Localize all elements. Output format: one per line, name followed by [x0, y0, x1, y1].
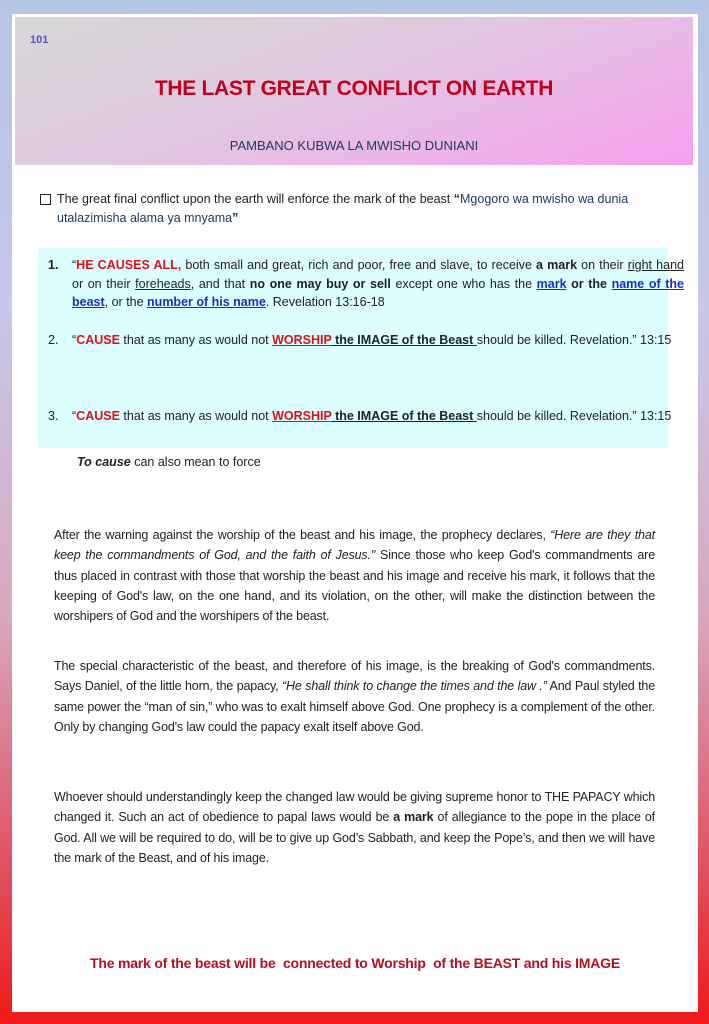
bullet-text: The great final conflict upon the earth will enforce the mark of the beast	[57, 192, 454, 206]
bullet-statement	[40, 190, 657, 228]
quote: “Here are they that keep the commandments of God, and the faith of Jesus."	[54, 528, 655, 563]
text-emph: CAUSE	[76, 409, 120, 423]
text: “	[72, 409, 77, 423]
text-underline: right hand	[627, 258, 684, 272]
item-number: 3.	[48, 409, 59, 423]
text-bold: no one may buy or sell	[249, 276, 391, 291]
page-title: THE LAST GREAT CONFLICT ON EARTH	[154, 77, 554, 100]
text-bold: a mark	[393, 810, 434, 825]
link-number-of-name[interactable]: number of his name	[147, 295, 266, 309]
text: both small and great, rich and poor, free and slave, to receive	[181, 258, 537, 272]
text: . Revelation 13:16-18	[265, 295, 385, 309]
text: And Paul styled the same power the “man of sin,” who was to exalt himself above God. One prophecy is a complement of the other. Only by changing God's law could the papacy exalt itself above God.	[54, 679, 655, 734]
text-underline: foreheads	[135, 276, 191, 291]
footer-statement: The mark of the beast will be connected to Worship of the BEAST and his IMAGE	[89, 955, 620, 971]
quote-open: “	[453, 192, 460, 206]
text: or on their	[72, 276, 136, 291]
text: The special characteristic of the beast, and therefore of his image, is the breaking of God's commandments. Says Daniel, of the little horn, the papacy,	[54, 659, 655, 694]
text: , or the	[104, 295, 148, 309]
swahili-translation: Mgogoro wa mwisho wa dunia utalazimisha alama ya mnyama	[57, 192, 629, 225]
scripture-item-1	[48, 256, 684, 312]
link-mark[interactable]: mark	[536, 276, 567, 291]
scripture-item-3	[48, 407, 684, 426]
text-emph: CAUSE	[76, 333, 120, 347]
quote: “He shall think to change the times and the law .”	[282, 679, 547, 694]
checkbox-bullet-icon	[40, 194, 51, 205]
text: that as many as would not	[119, 409, 273, 423]
paragraph-1	[54, 525, 655, 626]
text: Whoever should understandingly keep the changed law would be giving supreme honor to THE PAPACY which changed it. Such an act of obedience to papal laws would be	[54, 790, 655, 825]
scripture-item-2	[48, 331, 684, 350]
text-bold: the IMAGE of the Beast	[331, 409, 477, 423]
paragraph-3	[54, 787, 655, 868]
text: Since those who keep God's commandments are thus placed in contrast with those that worship the beast and his image and receive his mark, it follows that the keeping of God's law, on the one hand, and its violation, on the other, will make the distinction between the worshipers of God and the worshipers of the beast.	[54, 548, 655, 624]
text-emph: WORSHIP	[272, 409, 332, 423]
text: of allegiance to the pope in the place of God. All we will be required to do, will be to give up God’s Sabbath, and keep the Pope’s, and then we will have the mark of the Beast, and of his image.	[54, 810, 655, 865]
page-subtitle: PAMBANO KUBWA LA MWISHO DUNIANI	[229, 138, 479, 153]
scripture-box	[38, 248, 685, 448]
text-bold: the IMAGE of the Beast	[331, 333, 477, 347]
quote-close: ”	[232, 211, 239, 225]
definition-note	[77, 455, 261, 469]
text-emph: HE CAUSES ALL,	[76, 258, 182, 272]
text: should be killed. Revelation.” 13:15	[476, 333, 672, 347]
page	[12, 14, 698, 1012]
note-text: can also mean to force	[130, 455, 261, 469]
text: , and that	[190, 276, 250, 291]
text: except one who has the	[390, 276, 537, 291]
note-emph: To cause	[77, 455, 131, 469]
text: After the warning against the worship of the beast and his image, the prophecy declares,	[54, 528, 551, 542]
item-number: 1.	[48, 258, 59, 272]
text-bold: or the	[566, 276, 612, 291]
page-number: 101	[30, 34, 49, 46]
text-emph: WORSHIP	[272, 333, 332, 347]
header-banner	[15, 17, 693, 165]
text: that as many as would not	[119, 333, 273, 347]
text: “	[72, 333, 77, 347]
text: “	[72, 258, 77, 272]
item-number: 2.	[48, 333, 59, 347]
text-bold: a mark	[536, 258, 578, 272]
link-name-of-beast[interactable]: name of the beast	[72, 276, 685, 309]
paragraph-2	[54, 656, 655, 737]
text: should be killed. Revelation.” 13:15	[476, 409, 672, 423]
text: on their	[577, 258, 628, 272]
